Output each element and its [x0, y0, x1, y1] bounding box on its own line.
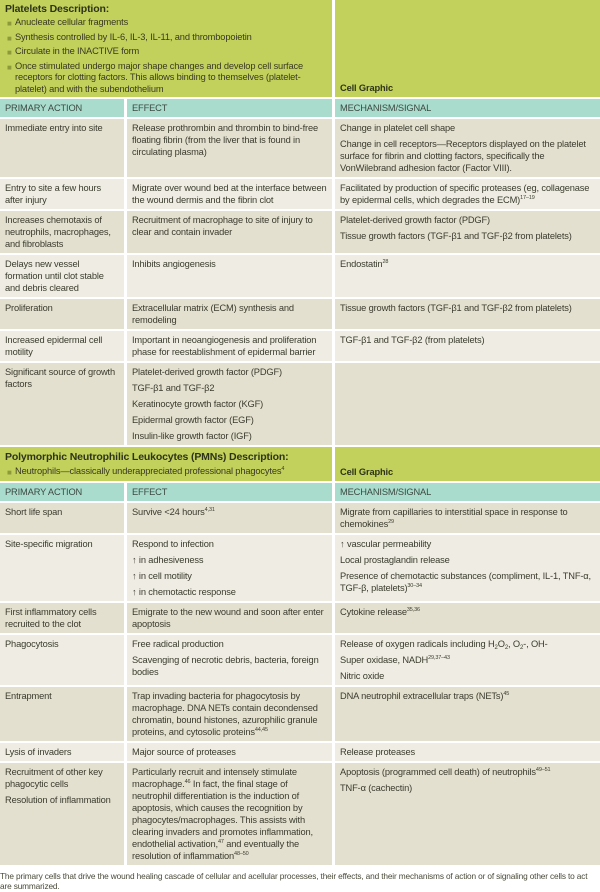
- mechanism-cell: Change in platelet cell shape Change in cell receptors—Receptors displayed on the platelet surface for fibrin and clotting factors, specifically the VonWilebrand adhesion factor (Factor VIII).: [335, 119, 600, 179]
- mechanism-cell: Apoptosis (programmed cell death) of neutrophils$^{49-51}$ TNF-α (cachectin): [335, 763, 600, 867]
- citation: 49–51: [535, 766, 551, 773]
- table-row: [0, 743, 600, 763]
- mechanism-cell: ↑ vascular permeability Local prostaglandin release Presence of chemotactic substances (compliment, IL-1, TNF-α, TGF-β, platelets)$^{30-34}$: [335, 535, 600, 603]
- mechanism-cell: Facilitated by production of specific proteases (eg, collagenase by epidermal cells, which degrades the ECM)$^{17-19}$: [335, 179, 600, 211]
- bullet-item: ■ Synthesis controlled by IL-6, IL-3, IL-11, and thrombopoietin: [7, 31, 252, 43]
- bullet-item: ■ Neutrophils—classically underappreciated professional phagocytes$^4$: [7, 466, 285, 477]
- platelets-column-headers: [0, 99, 600, 119]
- citation: 46: [184, 778, 191, 785]
- platelets-cell-graphic-label: Cell Graphic: [335, 0, 600, 99]
- effect-cell: Recruitment of macrophage to site of injury to clear and contain invader: [127, 211, 335, 255]
- citation: 30–34: [407, 582, 422, 589]
- table-caption: The primary cells that drive the wound healing cascade of cellular and acellular processes, their effects, and their mechanisms of action or of signaling other cells to act are summarized.: [0, 870, 588, 891]
- primary-action-cell: Immediate entry into site: [0, 119, 127, 179]
- header-primary-action: PRIMARY ACTION: [0, 483, 127, 503]
- pmn-cell-graphic-label: Cell Graphic: [335, 447, 600, 483]
- primary-action-cell: First inflammatory cells recruited to the clot: [0, 603, 127, 635]
- effect-cell: Survive <24 hours$^{4,31}$: [127, 503, 335, 535]
- bullet-item: ■ Once stimulated undergo major shape changes and develop cell surface receptors for clotting factors. This allows binding to themselves (platelet-platelet) and with the subendothelium: [7, 60, 303, 94]
- header-mechanism-signal: MECHANISM/SIGNAL: [335, 99, 600, 119]
- table-row: [0, 119, 600, 179]
- pmn-column-headers: [0, 483, 600, 503]
- mechanism-cell: DNA neutrophil extracellular traps (NETs)$^{45}$: [335, 687, 600, 743]
- effect-cell: Free radical production Scavenging of necrotic debris, bacteria, foreign bodies: [127, 635, 335, 687]
- mechanism-cell: Release proteases: [335, 743, 600, 763]
- bullet-icon: ■: [7, 48, 12, 57]
- primary-action-cell: Proliferation: [0, 299, 127, 331]
- mechanism-cell: Release of oxygen radicals including $H_2O_2$, $O_2-$, OH- Super oxidase, NADH$^{29,37-43}$ Nitric oxide: [335, 635, 600, 687]
- citation: 4,31: [204, 506, 215, 513]
- mechanism-cell: Platelet-derived growth factor (PDGF) Tissue growth factors (TGF-β1 and TGF-β2 from platelets): [335, 211, 600, 255]
- effect-cell: Migrate over wound bed at the interface between the wound dermis and the fibrin clot: [127, 179, 335, 211]
- citation: 44,45: [254, 726, 268, 733]
- platelets-bullets: [5, 17, 327, 95]
- effect-cell: Trap invading bacteria for phagocytosis by macrophage. DNA NETs contain decondensed chromatin, bound histones, azurophilic granule proteins, and cytosolic proteins$^{44,45}$: [127, 687, 335, 743]
- oxygen-radicals-text: Release of oxygen radicals including $H_2O_2$, $O_2-$, OH-: [340, 638, 548, 651]
- mechanism-cell: [335, 363, 600, 447]
- table-row: [0, 763, 600, 867]
- table-row: [0, 211, 600, 255]
- citation: 48–50: [234, 850, 249, 857]
- primary-action-cell: Entrapment: [0, 687, 127, 743]
- effect-cell: Platelet-derived growth factor (PDGF) TGF-β1 and TGF-β2 Keratinocyte growth factor (KGF) Epidermal growth factor (EGF) Insulin-like growth factor (IGF): [127, 363, 335, 447]
- bullet-item: ■ Anucleate cellular fragments: [7, 17, 129, 28]
- effect-cell: Particularly recruit and intensely stimulate macrophage.$^{46}$ In fact, the final stage of neutrophil differentiation is the induction of apoptosis, which causes the recognition by phagocytes/macrophages. This assists with clearing invaders and promotes inflammation, endothelial activation,$^{47}$ and eventually the resolution of inflammation$^{48-50}$: [127, 763, 335, 867]
- primary-action-cell: Significant source of growth factors: [0, 363, 127, 447]
- table-row: [0, 687, 600, 743]
- primary-action-cell: Short life span: [0, 503, 127, 535]
- primary-action-cell: Site-specific migration: [0, 535, 127, 603]
- table-row: [0, 331, 600, 363]
- citation: 45: [503, 690, 510, 697]
- header-mechanism-signal: MECHANISM/SIGNAL: [335, 483, 600, 503]
- primary-action-cell: Delays new vessel formation until clot stable and debris cleared: [0, 255, 127, 299]
- bullet-item: ■ Circulate in the INACTIVE form: [7, 46, 140, 57]
- table-row: [0, 363, 600, 447]
- effect-cell: Major source of proteases: [127, 743, 335, 763]
- citation: 35,36: [406, 606, 420, 613]
- bullet-icon: ■: [7, 62, 12, 72]
- mechanism-cell: Endostatin$^{28}$: [335, 255, 600, 299]
- table-row: [0, 635, 600, 687]
- platelets-description: [0, 0, 335, 99]
- primary-action-cell: Lysis of invaders: [0, 743, 127, 763]
- citation: 17–19: [520, 195, 535, 201]
- pmn-bullets: [5, 466, 327, 478]
- citation: 4: [281, 466, 285, 472]
- table-row: [0, 299, 600, 331]
- header-primary-action: PRIMARY ACTION: [0, 99, 127, 119]
- table-row: [0, 179, 600, 211]
- bullet-icon: ■: [7, 33, 12, 43]
- effect-cell: Important in neoangiogenesis and proliferation phase for reestablishment of epidermal barrier: [127, 331, 335, 363]
- effect-cell: Emigrate to the new wound and soon after enter apoptosis: [127, 603, 335, 635]
- citation: 28: [382, 259, 389, 265]
- effect-cell: Inhibits angiogenesis: [127, 255, 335, 299]
- header-effect: EFFECT: [127, 99, 335, 119]
- citation: 47: [217, 838, 224, 845]
- citation: 29: [388, 518, 394, 525]
- mechanism-cell: Cytokine release$^{35,36}$: [335, 603, 600, 635]
- header-effect: EFFECT: [127, 483, 335, 503]
- primary-action-cell: Increases chemotaxis of neutrophils, macrophages, and fibroblasts: [0, 211, 127, 255]
- bullet-icon: ■: [7, 19, 12, 28]
- primary-action-cell: Phagocytosis: [0, 635, 127, 687]
- primary-action-cell: Recruitment of other key phagocytic cells Resolution of inflammation: [0, 763, 127, 867]
- mechanism-cell: Migrate from capillaries to interstitial space in response to chemokines$^{29}$: [335, 503, 600, 535]
- primary-action-cell: Increased epidermal cell motility: [0, 331, 127, 363]
- effect-cell: Respond to infection ↑ in adhesiveness ↑ in cell motility ↑ in chemotactic response: [127, 535, 335, 603]
- platelets-title: Platelets Description:: [5, 3, 110, 15]
- primary-action-cell: Entry to site a few hours after injury: [0, 179, 127, 211]
- mechanism-cell: TGF-β1 and TGF-β2 (from platelets): [335, 331, 600, 363]
- platelets-description-band: [0, 0, 600, 99]
- mechanism-cell: Tissue growth factors (TGF-β1 and TGF-β2 from platelets): [335, 299, 600, 331]
- pmn-description: [0, 447, 335, 483]
- table-row: [0, 535, 600, 603]
- effect-cell: Extracellular matrix (ECM) synthesis and remodeling: [127, 299, 335, 331]
- table-row: [0, 603, 600, 635]
- table-row: [0, 503, 600, 535]
- pmn-title: Polymorphic Neutrophilic Leukocytes (PMNs) Description:: [5, 451, 289, 463]
- bullet-icon: ■: [7, 468, 12, 477]
- effect-cell: Release prothrombin and thrombin to bind-free floating fibrin (from the liver that is found in circulating plasma): [127, 119, 335, 179]
- citation: 29,37–43: [428, 654, 450, 661]
- table-row: [0, 255, 600, 299]
- pmn-description-band: [0, 447, 600, 483]
